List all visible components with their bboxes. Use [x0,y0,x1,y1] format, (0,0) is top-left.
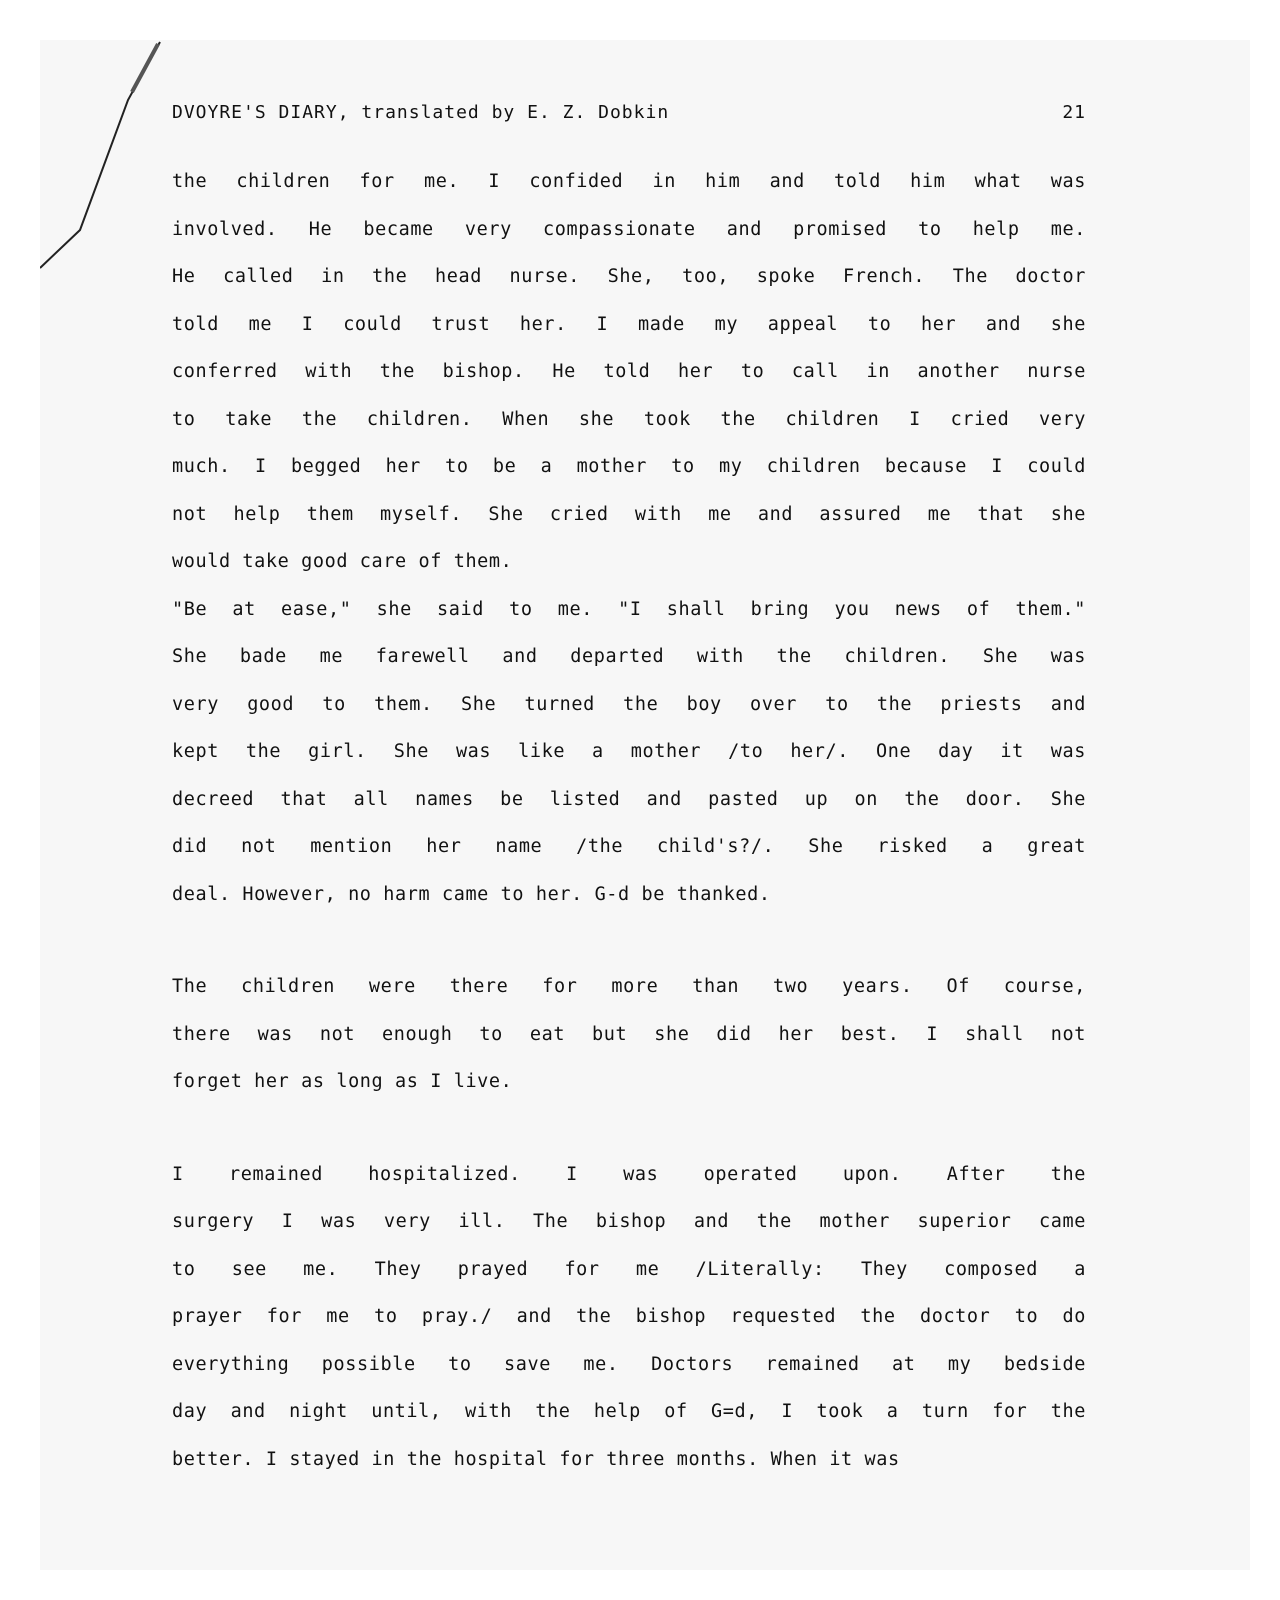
text-line: did not mention her name /the child's?/. She risked a great [172,836,1086,857]
paragraph-gap [172,928,1086,973]
text-line: would take good care of them. [172,551,513,572]
text-line: The children were there for more than two years. Of course, [172,976,1086,997]
text-line: surgery I was very ill. The bishop and the mother superior came [172,1211,1086,1232]
page-number: 21 [1062,102,1086,123]
diary-body [172,168,1086,1493]
text-line: to see me. They prayed for me /Literally: They composed a [172,1258,1086,1280]
text-line: deal. However, no harm came to her. G-d be thanked. [172,883,771,905]
text-line: to take the children. When she took the children I cried very [172,408,1086,430]
text-line: He called in the head nurse. She, too, spoke French. The doctor [172,266,1086,287]
text-line: day and night until, with the help of G=d, I took a turn for the [172,1401,1086,1422]
paragraph [172,596,1086,929]
text-line: everything possible to save me. Doctors remained at my bedside [172,1353,1086,1375]
text-line: involved. He became very compassionate and promised to help me. [172,218,1086,240]
text-line: much. I begged her to be a mother to my children because I could [172,456,1086,477]
text-line: the children for me. I confided in him and told him what was [172,171,1086,192]
text-line: better. I stayed in the hospital for three months. When it was [172,1448,900,1470]
text-line: conferred with the bishop. He told her to call in another nurse [172,361,1086,382]
paragraph-gap [172,1116,1086,1161]
text-line: She bade me farewell and departed with the children. She was [172,646,1086,667]
text-line: kept the girl. She was like a mother /to her/. One day it was [172,741,1086,762]
text-line: very good to them. She turned the boy over to the priests and [172,693,1086,715]
text-line: not help them myself. She cried with me and assured me that she [172,503,1086,525]
text-line: forget her as long as I live. [172,1071,513,1092]
paragraph [172,168,1086,596]
text-line: I remained hospitalized. I was operated upon. After the [172,1163,1086,1185]
document-title: DVOYRE'S DIARY, translated by E. Z. Dobkin [172,102,670,123]
paragraph [172,973,1086,1116]
text-line: prayer for me to pray./ and the bishop requested the doctor to do [172,1306,1086,1327]
text-line: told me I could trust her. I made my appeal to her and she [172,313,1086,335]
paragraph [172,1161,1086,1494]
text-line: there was not enough to eat but she did her best. I shall not [172,1023,1086,1045]
text-line: "Be at ease," she said to me. "I shall bring you news of them." [172,598,1086,620]
text-line: decreed that all names be listed and pasted up on the door. She [172,788,1086,810]
